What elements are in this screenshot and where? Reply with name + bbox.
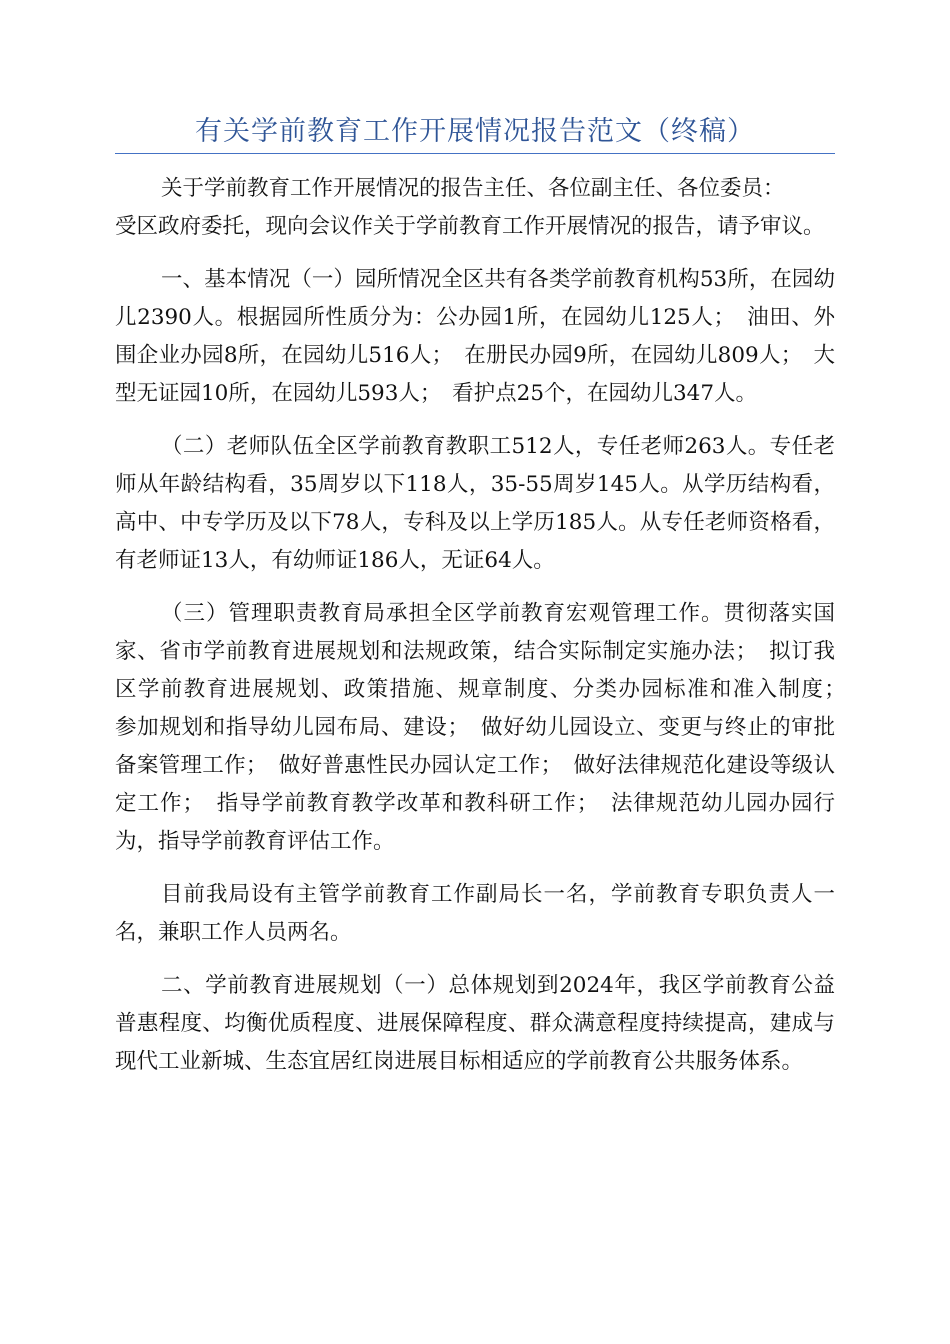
- paragraph-salutation: 关于学前教育工作开展情况的报告主任、各位副主任、各位委员：: [161, 176, 785, 201]
- paragraph-basic-situation: 一、基本情况（一）园所情况全区共有各类学前教育机构53所，在园幼儿2390人。根据园所性质分为：公办园1所，在园幼儿125人； 油田、外围企业办园8所，在园幼儿516人； 在册民办园9所，在园幼儿809人； 大型无证园10所，在园幼儿593人； 看护点25个，在园幼儿347人。: [115, 267, 835, 406]
- paragraph-management-duties: （三）管理职责教育局承担全区学前教育宏观管理工作。贯彻落实国家、省市学前教育进展规划和法规政策，结合实际制定实施办法； 拟订我区学前教育进展规划、政策措施、规章制度、分类办园标准和准入制度； 参加规划和指导幼儿园布局、建设； 做好幼儿园设立、变更与终止的审批备案管理工作； 做好普惠性民办园认定工作； 做好法律规范化建设等级认定工作； 指导学前教育教学改革和教科研工作； 法律规范幼儿园办园行为，指导学前教育评估工作。: [115, 601, 857, 854]
- paragraph-teacher-team: （二）老师队伍全区学前教育教职工512人，专任老师263人。专任老师从年龄结构看，35周岁以下118人，35-55周岁145人。从学历结构看，高中、中专学历及以下78人，专科及以上学历185人。从专任老师资格看，有老师证13人，有幼师证186人，无证64人。: [115, 434, 835, 573]
- paragraph-staffing: 目前我局设有主管学前教育工作副局长一名，学前教育专职负责人一名，兼职工作人员两名。: [115, 882, 835, 945]
- document-body: [115, 170, 857, 1081]
- paragraph-intro: 受区政府委托，现向会议作关于学前教育工作开展情况的报告，请予审议。: [115, 214, 825, 239]
- title-underline: [115, 153, 835, 154]
- paragraph-development-plan: 二、学前教育进展规划（一）总体规划到2024年，我区学前教育公益普惠程度、均衡优质程度、进展保障程度、群众满意程度持续提高，建成与现代工业新城、生态宜居红岗进展目标相适应的学前教育公共服务体系。: [115, 973, 835, 1074]
- document-title: 有关学前教育工作开展情况报告范文（终稿）: [195, 116, 755, 147]
